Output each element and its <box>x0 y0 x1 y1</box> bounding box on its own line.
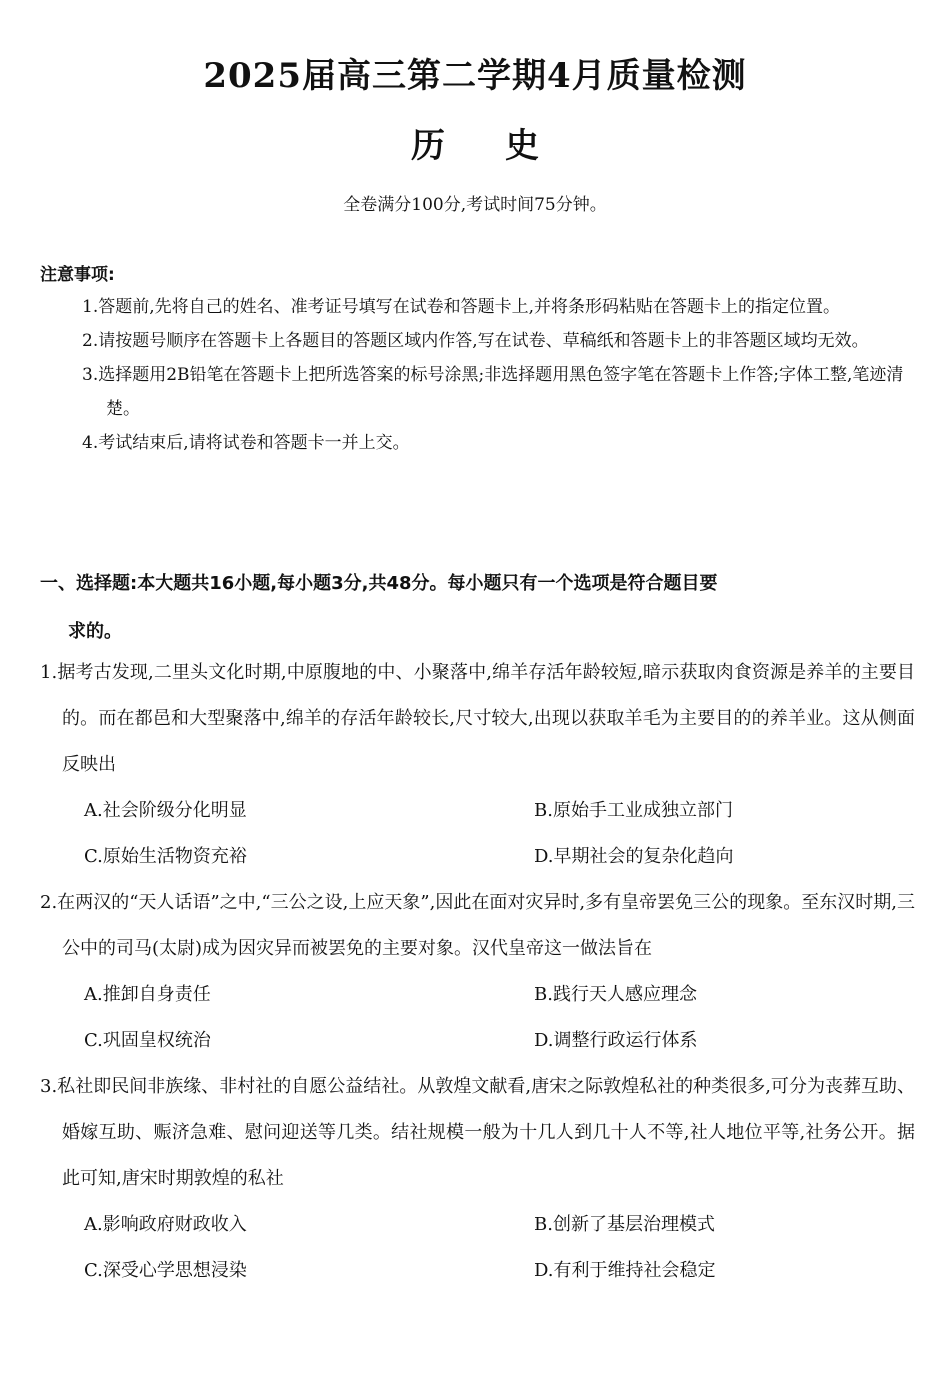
option-c: C.深受心学思想浸染 <box>84 1260 247 1281</box>
question-stem: 3.私社即民间非族缘、非村社的自愿公益结社。从敦煌文献看,唐宋之际敦煌私社的种类很多,可分为丧葬互助、婚嫁互助、赈济急难、慰问迎送等几类。结社规模一般为十几人到几十人不等,社人地位平等,社务公开。据此可知,唐宋时期敦煌的私社 <box>40 1076 915 1189</box>
note-item: 1.答题前,先将自己的姓名、准考证号填写在试卷和答题卡上,并将条形码粘贴在答题卡上的指定位置。 <box>82 297 841 317</box>
question-1 <box>40 650 915 880</box>
question-stem: 1.据考古发现,二里头文化时期,中原腹地的中、小聚落中,绵羊存活年龄较短,暗示获取肉食资源是养羊的主要目的。而在都邑和大型聚落中,绵羊的存活年龄较长,尺寸较大,出现以获取羊毛为主要目的的养羊业。这从侧面反映出 <box>40 662 915 775</box>
question-options <box>40 788 915 880</box>
exam-title: 2025届高三第二学期4月质量检测 <box>203 56 747 96</box>
section-heading <box>40 560 915 656</box>
question-3 <box>40 1064 915 1294</box>
option-b: B.践行天人感应理念 <box>534 984 697 1005</box>
note-item: 4.考试结束后,请将试卷和答题卡一并上交。 <box>82 433 410 453</box>
option-b: B.原始手工业成独立部门 <box>534 800 733 821</box>
option-a: A.推卸自身责任 <box>84 984 211 1005</box>
option-c: C.巩固皇权统治 <box>84 1030 211 1051</box>
question-2 <box>40 880 915 1064</box>
question-list <box>40 650 915 1294</box>
subject-title: 历史 <box>411 126 599 166</box>
option-d: D.调整行政运行体系 <box>534 1030 698 1051</box>
section-heading-line1: 一、选择题:本大题共16小题,每小题3分,共48分。每小题只有一个选项是符合题目要 <box>40 573 718 594</box>
option-c: C.原始生活物资充裕 <box>84 846 247 867</box>
option-a: A.影响政府财政收入 <box>84 1214 247 1235</box>
section-heading-line2: 求的。 <box>68 621 122 642</box>
note-item: 3.选择题用2B铅笔在答题卡上把所选答案的标号涂黑;非选择题用黑色签字笔在答题卡上作答;字体工整,笔迹清楚。 <box>82 365 904 419</box>
option-a: A.社会阶级分化明显 <box>84 800 247 821</box>
exam-info: 全卷满分100分,考试时间75分钟。 <box>343 195 607 215</box>
notes-list <box>82 290 912 460</box>
option-b: B.创新了基层治理模式 <box>534 1214 715 1235</box>
question-options <box>40 972 915 1064</box>
notes-heading: 注意事项: <box>40 265 115 285</box>
question-options <box>40 1202 915 1294</box>
option-d: D.早期社会的复杂化趋向 <box>534 846 734 867</box>
note-item: 2.请按题号顺序在答题卡上各题目的答题区域内作答,写在试卷、草稿纸和答题卡上的非答题区域均无效。 <box>82 331 869 351</box>
question-stem: 2.在两汉的“天人话语”之中,“三公之设,上应天象”,因此在面对灾异时,多有皇帝罢免三公的现象。至东汉时期,三公中的司马(太尉)成为因灾异而被罢免的主要对象。汉代皇帝这一做法旨在 <box>40 892 915 959</box>
option-d: D.有利于维持社会稳定 <box>534 1260 716 1281</box>
